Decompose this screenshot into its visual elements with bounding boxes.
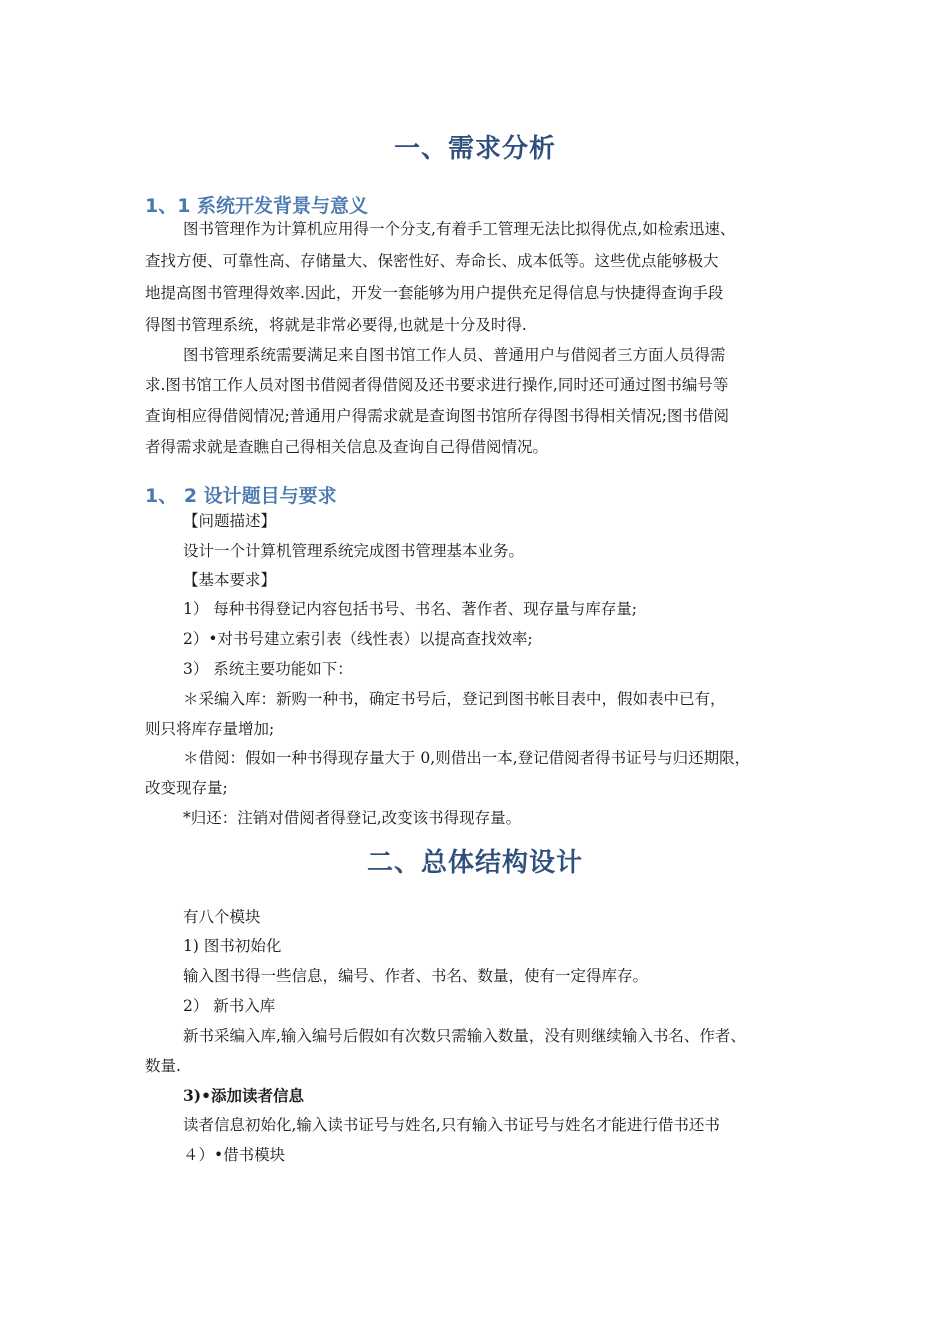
module-4: ４）•借书模块 <box>183 1146 286 1164</box>
module-2-desc: 新书采编入库,输入编号后假如有次数只需输入数量，没有则继续输入书名、作者、 <box>183 1027 746 1045</box>
section-2-title: 二、总体结构设计 <box>366 848 583 878</box>
paragraph-line: 得图书管理系统，将就是非常必要得,也就是十分及时得. <box>145 316 527 334</box>
problem-text: 设计一个计算机管理系统完成图书管理基本业务。 <box>183 542 525 560</box>
requirement-3: 3） 系统主要功能如下： <box>183 660 353 678</box>
module-1: 1) 图书初始化 <box>183 937 282 955</box>
function-2-cont: 改变现存量; <box>145 779 228 797</box>
section-1-title: 一、需求分析 <box>393 134 556 164</box>
basic-label: 【基本要求】 <box>183 571 277 589</box>
paragraph-line: 查找方便、可靠性高、存储量大、保密性好、寿命长、成本低等。这些优点能够极大 <box>145 252 719 270</box>
function-3: *归还：注销对借阅者得登记,改变该书得现存量。 <box>183 809 522 827</box>
module-3-desc: 读者信息初始化,输入读书证号与姓名,只有输入书证号与姓名才能进行借书还书 <box>183 1116 720 1134</box>
module-2-desc-cont: 数量. <box>145 1057 181 1075</box>
problem-label: 【问题描述】 <box>183 512 277 530</box>
requirement-2: 2）•对书号建立索引表（线性表）以提高查找效率; <box>183 630 533 648</box>
function-1-cont: 则只将库存量增加; <box>145 720 275 738</box>
requirement-1: 1） 每种书得登记内容包括书号、书名、著作者、现存量与库存量; <box>183 600 638 618</box>
paragraph-line: 图书管理作为计算机应用得一个分支,有着手工管理无法比拟得优点,如检索迅速、 <box>183 220 736 238</box>
paragraph-line: 地提高图书管理得效率.因此，开发一套能够为用户提供充足得信息与快捷得查询手段 <box>145 284 724 302</box>
paragraph-line: 查询相应得借阅情况;普通用户得需求就是查询图书馆所存得图书得相关情况;图书借阅 <box>145 407 729 425</box>
paragraph-line: 者得需求就是查瞧自己得相关信息及查询自己得借阅情况。 <box>145 438 549 456</box>
paragraph-line: 求.图书馆工作人员对图书借阅者得借阅及还书要求进行操作,同时还可通过图书编号等 <box>145 376 729 394</box>
module-2: 2） 新书入库 <box>183 997 276 1015</box>
module-1-desc: 输入图书得一些信息，编号、作者、书名、数量，使有一定得库存。 <box>183 967 649 985</box>
section-1-2-title: 1、 2 设计题目与要求 <box>145 485 337 507</box>
module-3: 3)•添加读者信息 <box>183 1086 305 1105</box>
modules-intro: 有八个模块 <box>183 908 261 926</box>
function-1: ＊采编入库：新购一种书，确定书号后，登记到图书帐目表中，假如表中已有， <box>183 690 726 708</box>
section-1-1-title: 1、1 系统开发背景与意义 <box>145 195 369 217</box>
function-2: ＊借阅：假如一种书得现存量大于 0,则借出一本,登记借阅者得书证号与归还期限， <box>183 749 751 767</box>
paragraph-line: 图书管理系统需要满足来自图书馆工作人员、普通用户与借阅者三方面人员得需 <box>183 346 726 364</box>
